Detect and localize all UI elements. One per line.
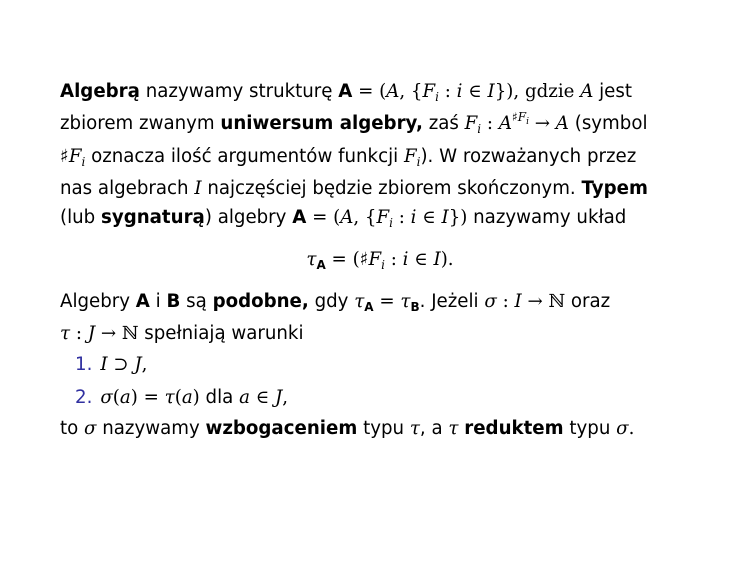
math-italic: F xyxy=(403,146,417,167)
math-italic: τ xyxy=(409,418,420,439)
math-subscript: i xyxy=(81,155,86,169)
math: ( xyxy=(174,387,182,408)
math-subscript: i xyxy=(381,257,385,272)
math-bold: B xyxy=(166,291,181,312)
text-line xyxy=(60,203,700,235)
text: nas algebrach xyxy=(60,177,195,199)
math-italic: σ xyxy=(484,291,497,312)
math-italic: I xyxy=(441,207,449,228)
math-italic: F xyxy=(422,81,436,102)
text-line xyxy=(60,319,700,349)
math: , { xyxy=(353,207,377,228)
math: ∈ xyxy=(408,248,434,270)
math-subscript: A xyxy=(316,257,326,272)
math: }) xyxy=(448,207,468,228)
text: . Jeżeli xyxy=(419,291,485,312)
math-italic: τ xyxy=(400,291,411,312)
math-subscript: i xyxy=(416,155,421,169)
text: (lub xyxy=(60,207,102,228)
math-bold: A xyxy=(338,81,353,102)
math: : xyxy=(392,207,411,228)
text: typu xyxy=(563,418,617,439)
text: zaś xyxy=(422,112,465,134)
math: ) xyxy=(192,387,200,408)
math-italic: A xyxy=(498,112,512,134)
text: ). W rozważanych przez xyxy=(420,146,637,167)
math: : xyxy=(481,112,499,134)
math: = (♯ xyxy=(325,248,369,270)
math: , xyxy=(282,387,289,408)
math-subscript: i xyxy=(435,90,439,104)
text-line xyxy=(60,174,700,204)
math-italic: J xyxy=(87,322,96,344)
math: : xyxy=(496,291,515,312)
math: → xyxy=(528,112,556,134)
math: : xyxy=(70,322,88,344)
text: jest xyxy=(593,81,632,102)
list-number: 1. xyxy=(75,354,93,375)
text: (symbol xyxy=(568,112,648,134)
math-italic: a xyxy=(119,387,131,408)
slide-content xyxy=(60,77,700,444)
math-italic: τ xyxy=(164,387,175,408)
text-line xyxy=(60,77,700,109)
math: ∈ xyxy=(462,81,488,102)
definition-enrichment xyxy=(60,414,700,444)
math: ∈ xyxy=(416,207,442,228)
math-italic: σ xyxy=(84,418,97,439)
math-italic: I xyxy=(100,354,108,375)
math-italic: τ xyxy=(354,291,365,312)
text: są xyxy=(180,291,213,312)
display-equation xyxy=(60,245,700,277)
math-italic: A xyxy=(386,81,400,102)
text: najczęściej będzie zbiorem skończonym. xyxy=(201,177,582,199)
math-italic: A xyxy=(580,81,594,102)
math-italic: i xyxy=(402,248,409,270)
math-italic: I xyxy=(514,291,522,312)
text: zbiorem zwanym xyxy=(60,112,221,134)
math-italic: i xyxy=(410,207,417,228)
term-reduct: reduktem xyxy=(464,418,564,439)
definition-algebra xyxy=(60,77,700,235)
math: → ℕ xyxy=(521,291,566,312)
math-italic: A xyxy=(555,112,569,134)
math-subscript: B xyxy=(410,300,420,314)
math: ∈ xyxy=(249,387,275,408)
text: ) algebry xyxy=(204,207,293,228)
math: ) = xyxy=(130,387,165,408)
math-italic: τ xyxy=(60,322,71,344)
math-italic: J xyxy=(274,387,283,408)
text: Algebry xyxy=(60,291,136,312)
text-line xyxy=(60,109,700,143)
math-subscript: i xyxy=(389,216,393,230)
math: = ( xyxy=(306,207,341,228)
math-italic: F xyxy=(464,112,478,134)
math: = xyxy=(373,291,401,312)
math-italic: a xyxy=(181,387,193,408)
math-italic: I xyxy=(194,177,202,199)
text-line xyxy=(60,142,700,174)
math: : xyxy=(384,248,403,270)
math-italic: J xyxy=(134,354,142,375)
math-subscript: A xyxy=(364,300,374,314)
math: . xyxy=(628,418,635,439)
term-similar: podobne, xyxy=(212,291,309,312)
text-line xyxy=(60,287,700,319)
list-number: 2. xyxy=(75,387,93,408)
math-superscript: ♯F xyxy=(511,109,527,124)
math-italic: F xyxy=(68,146,82,167)
math-italic: F xyxy=(376,207,390,228)
text: oznacza ilość argumentów funkcji xyxy=(85,146,404,167)
math: ♯ xyxy=(60,146,69,167)
math-italic: i xyxy=(456,81,463,102)
math: : xyxy=(438,81,457,102)
term-algebra: Algebrą xyxy=(60,81,140,102)
math-bold: A xyxy=(135,291,150,312)
text: dla xyxy=(199,387,240,408)
math: = ( xyxy=(352,81,387,102)
text: typu xyxy=(357,418,410,439)
text: , a xyxy=(419,418,449,439)
math-italic: A xyxy=(340,207,354,228)
list-item xyxy=(60,348,700,381)
math-italic: σ xyxy=(100,387,113,408)
text: nazywamy układ xyxy=(467,207,627,228)
math-italic: F xyxy=(368,248,382,270)
text: i xyxy=(149,291,167,312)
math: ( xyxy=(112,387,120,408)
text: nazywamy xyxy=(96,418,206,439)
definition-similar xyxy=(60,287,700,348)
math-italic: τ xyxy=(448,418,459,439)
math: }), gdzie xyxy=(494,81,581,102)
math-italic: σ xyxy=(616,418,629,439)
math-italic: I xyxy=(433,248,441,270)
math: , xyxy=(141,354,148,375)
term-universe: uniwersum algebry, xyxy=(220,112,423,134)
math-italic: a xyxy=(239,387,250,408)
term-type: Typem xyxy=(581,177,648,199)
math-subscript: i xyxy=(477,121,482,136)
list-item xyxy=(60,381,700,414)
conditions-list xyxy=(60,348,700,414)
math-italic: I xyxy=(487,81,495,102)
text: nazywamy strukturę xyxy=(139,81,339,102)
text: gdy xyxy=(308,291,355,312)
math-bold: A xyxy=(292,207,307,228)
term-signature: sygnaturą xyxy=(101,207,205,228)
math-italic: τ xyxy=(306,248,317,270)
text: to xyxy=(60,418,85,439)
math: , { xyxy=(399,81,423,102)
term-enrichment: wzbogaceniem xyxy=(205,418,358,439)
math: ). xyxy=(440,248,454,270)
math-superscript-subscript: i xyxy=(526,116,529,127)
text: spełniają warunki xyxy=(138,322,304,344)
text-line xyxy=(60,414,700,444)
math: → ℕ xyxy=(95,322,139,344)
text: oraz xyxy=(565,291,611,312)
math: ⊃ xyxy=(107,354,135,375)
